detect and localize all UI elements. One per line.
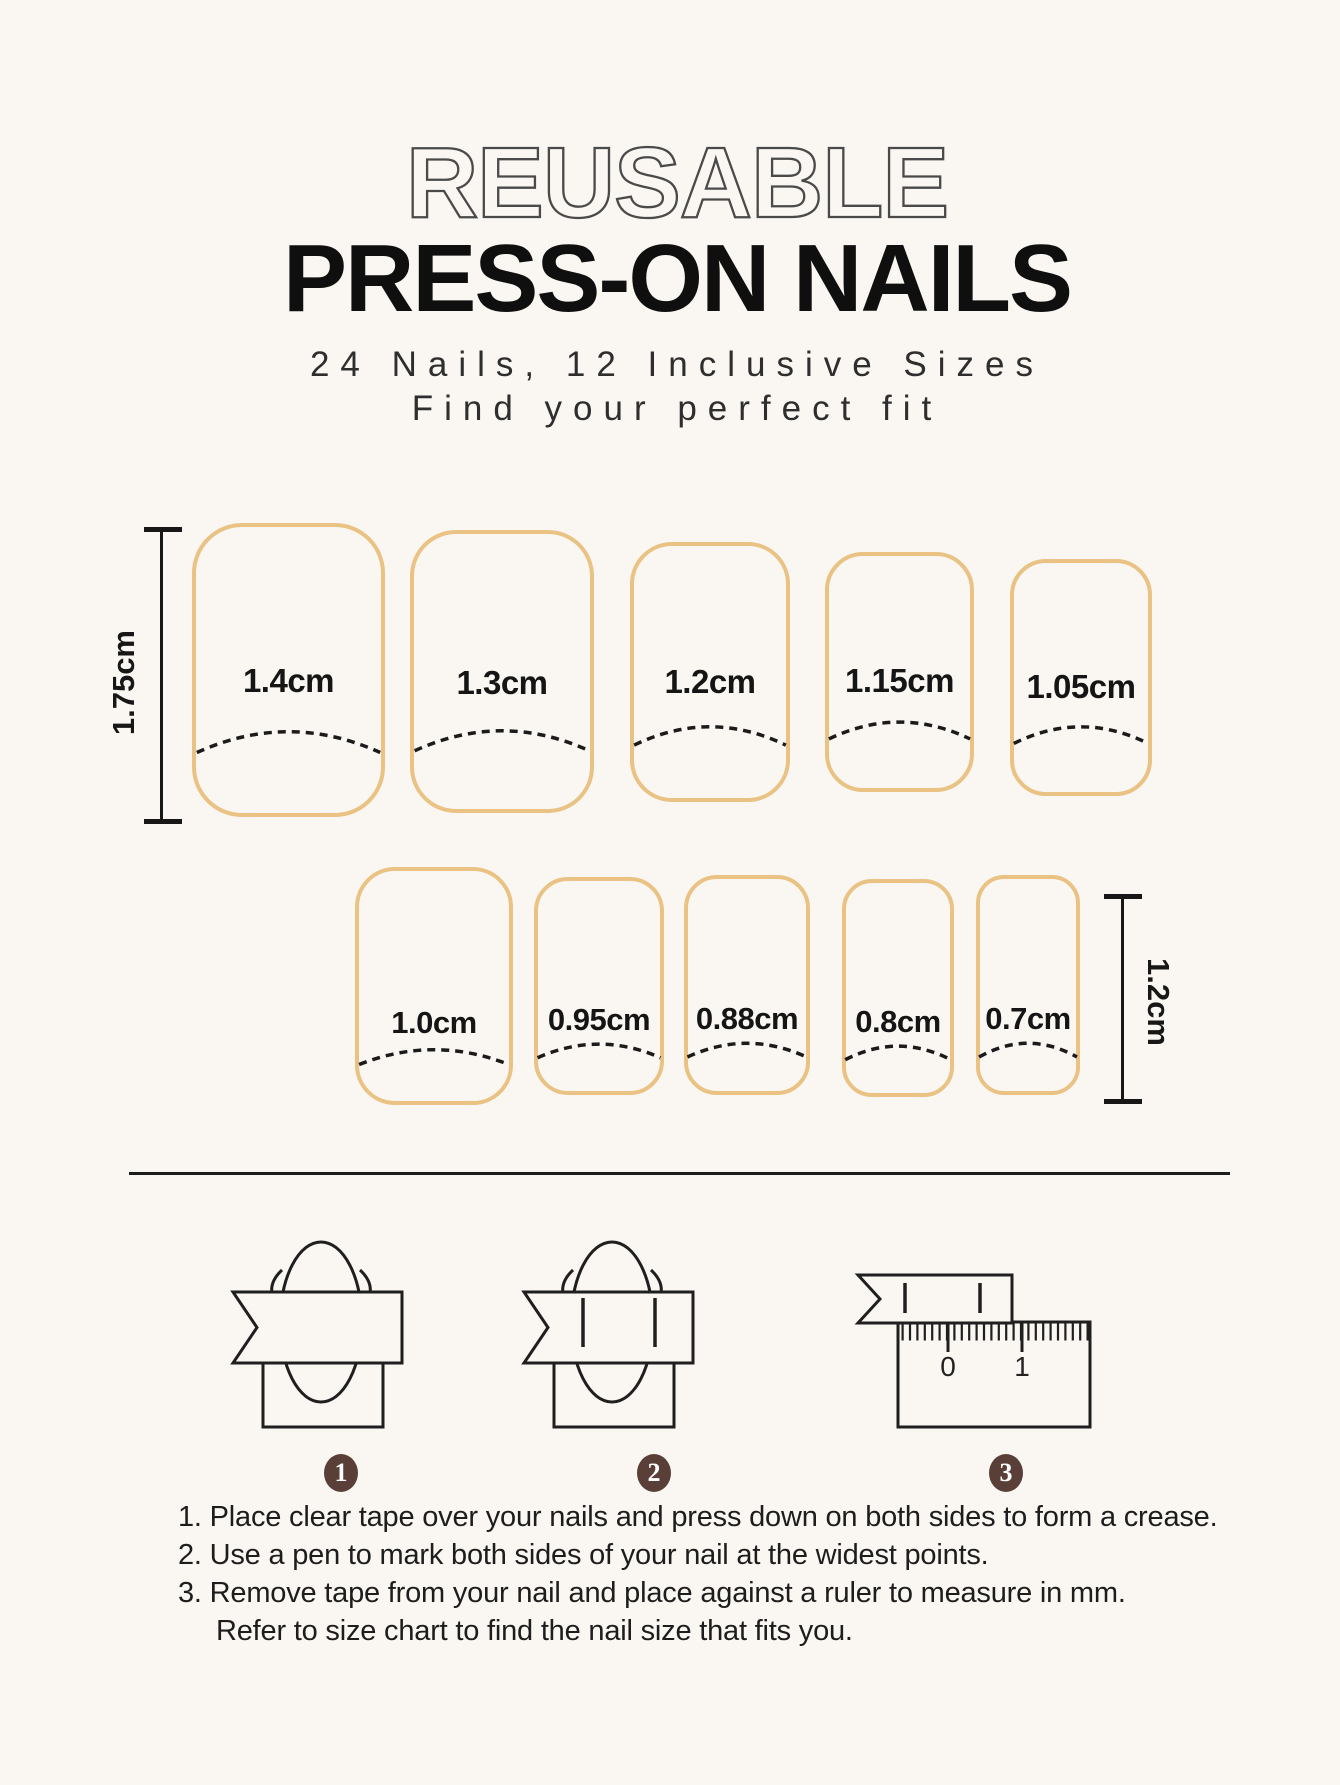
nail-outline [410, 530, 594, 813]
nail-size-label: 0.88cm [695, 1000, 799, 1036]
nail-size-label: 1.4cm [242, 662, 335, 700]
tape-banner [524, 1292, 693, 1363]
instruction-line: Refer to size chart to find the nail size that fits you. [216, 1615, 853, 1647]
nail-outline [192, 523, 385, 817]
smile-line-arc [685, 1027, 809, 1061]
instruction-line: 3. Remove tape from your nail and place against a ruler to measure in mm. [178, 1577, 1126, 1609]
nail-outline [976, 875, 1080, 1095]
step-number-badge: 1 [324, 1454, 358, 1492]
ruler-number-0: 0 [940, 1351, 956, 1382]
finger-base [263, 1363, 383, 1427]
ruler-body [898, 1322, 1090, 1427]
instruction-line: 2. Use a pen to mark both sides of your nail at the widest points. [178, 1539, 989, 1571]
ruler-number-1: 1 [1014, 1351, 1030, 1382]
subtitle-line1: 24 Nails, 12 Inclusive Sizes [309, 345, 1045, 384]
instruction-line: 1. Place clear tape over your nails and press down on both sides to form a crease. [178, 1501, 1218, 1533]
smile-line-arc [193, 707, 384, 758]
nail-outline [355, 867, 513, 1105]
nail-size-label: 0.7cm [985, 1000, 1071, 1036]
nail-outline [1010, 559, 1152, 796]
tape-banner [233, 1292, 402, 1363]
nail-size-label: 1.15cm [845, 662, 954, 700]
step2-mark-widest-points-illustration [517, 1238, 697, 1430]
smile-line-arc [826, 702, 973, 744]
ruler-line-left [160, 530, 163, 822]
smile-line-arc [843, 1030, 953, 1064]
ruler-bottom-cap-right [1104, 1099, 1142, 1104]
step-number-badge: 3 [989, 1454, 1023, 1492]
smile-line-arc [977, 1027, 1079, 1061]
section-divider [129, 1172, 1230, 1175]
smile-line-arc [631, 705, 789, 750]
ruler-length-label-right: 1.2cm [1141, 958, 1176, 1046]
title-outline: REUSABLE [405, 127, 949, 239]
step3-measure-on-ruler-illustration [853, 1270, 1098, 1430]
smile-line-arc [1011, 707, 1151, 748]
nail-size-label: 0.95cm [547, 1001, 651, 1037]
step1-tape-over-nail-illustration [226, 1238, 406, 1430]
nail-outline [630, 542, 790, 802]
ruler-line-right [1121, 897, 1124, 1101]
finger-base [554, 1363, 674, 1427]
nail-size-label: 0.8cm [855, 1003, 941, 1039]
nail-outline [825, 552, 974, 792]
nail-size-label: 1.3cm [456, 663, 548, 701]
page-title: PRESS-ON NAILS [282, 225, 1072, 332]
subtitle-line2: Find your perfect fit [411, 389, 943, 428]
tape-banner [858, 1275, 1012, 1323]
smile-line-arc [356, 1032, 512, 1069]
nail-size-label: 1.2cm [664, 663, 756, 701]
nail-outline [534, 877, 664, 1095]
smile-line-arc [411, 707, 593, 757]
nail-size-label: 1.0cm [391, 1004, 477, 1040]
ruler-bottom-cap-left [144, 819, 182, 824]
measuring-instructions [178, 1498, 1217, 1650]
step-number-badge: 2 [637, 1454, 671, 1492]
smile-line-arc [535, 1028, 663, 1062]
nail-outline [684, 875, 810, 1095]
nail-size-label: 1.05cm [1026, 667, 1136, 705]
ruler-length-label-left: 1.75cm [106, 630, 141, 736]
nail-outline [842, 879, 954, 1097]
ruler-top-cap-left [144, 527, 182, 532]
